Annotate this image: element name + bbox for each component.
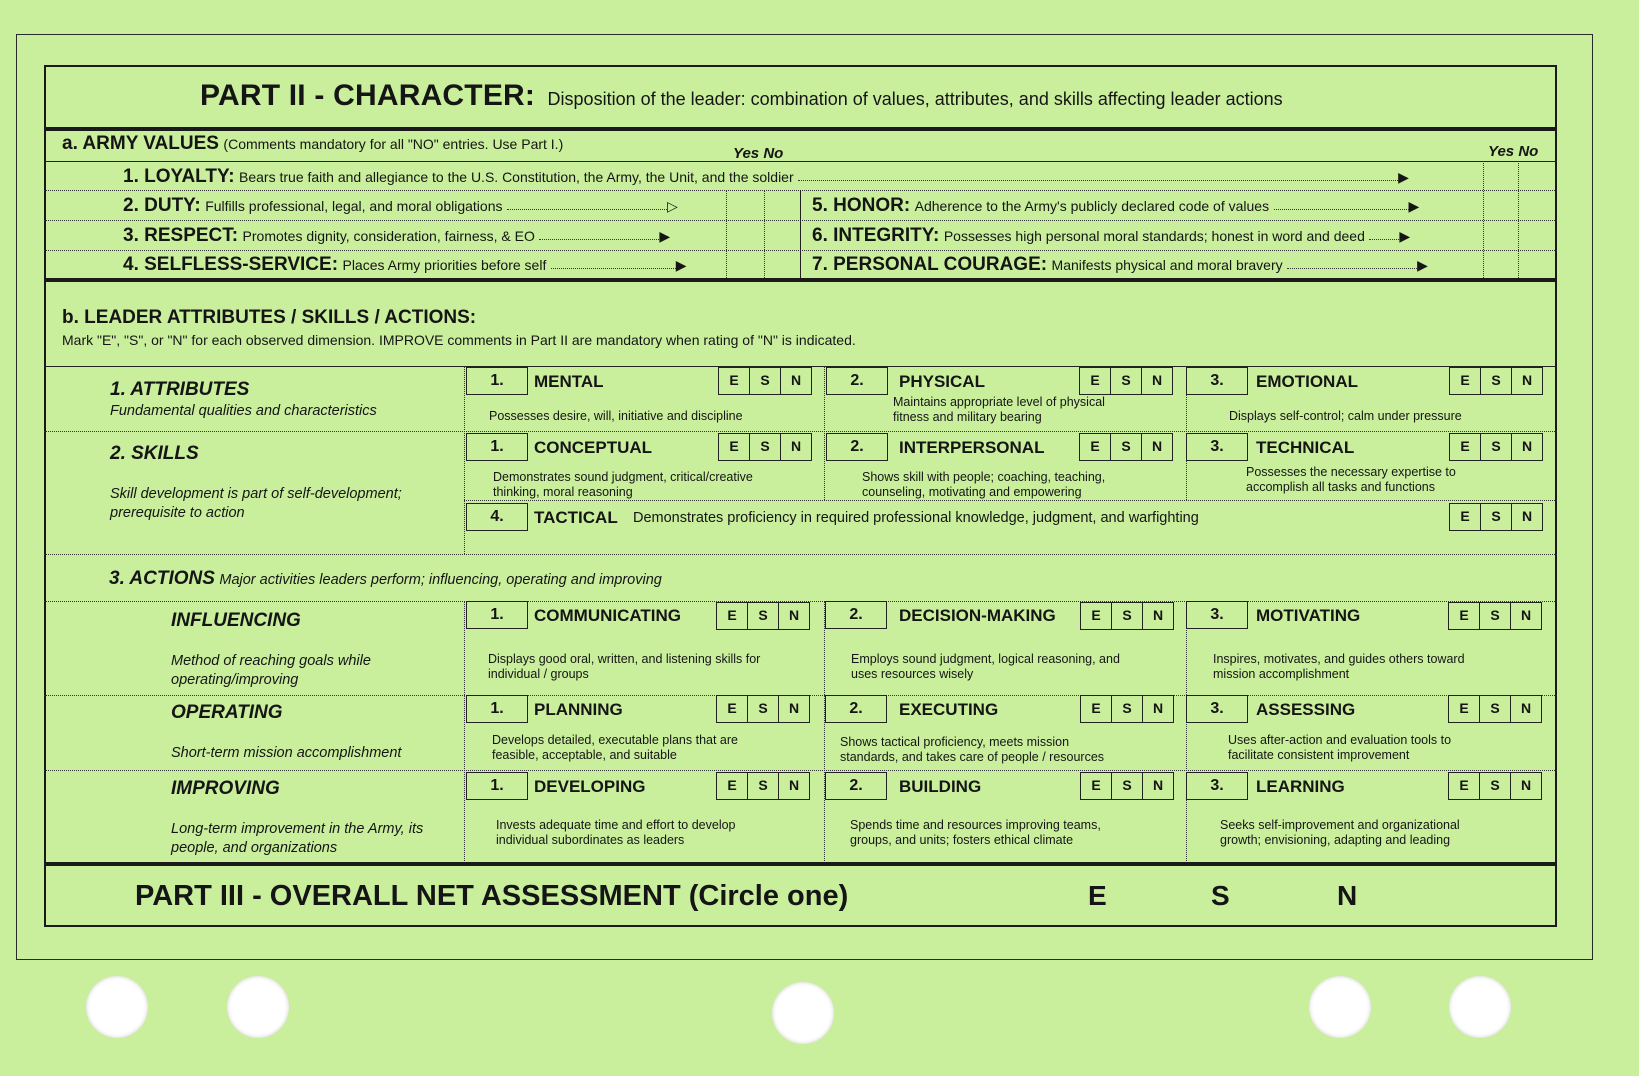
arrow-icon: ▶ — [1399, 228, 1411, 244]
divider — [44, 127, 1557, 131]
skills-title: 2. SKILLS — [110, 443, 199, 464]
row-line — [44, 554, 1557, 555]
arrow-icon: ▶ — [1417, 257, 1428, 273]
army-value-loyalty: 1. LOYALTY: Bears true faith and allegiance to the U.S. Constitution, the Army, the Unit, and the soldier ▶ — [123, 166, 1409, 187]
col-line — [824, 601, 825, 863]
esn-rating[interactable]: E S N — [716, 772, 810, 800]
leader-instruction: Mark "E", "S", or "N" for each observed dimension. IMPROVE comments in Part II are mandatory when rating of "N" is indicated. — [62, 332, 856, 348]
yes-label: Yes — [733, 145, 760, 162]
yes-no-header-left — [733, 145, 783, 162]
army-value-honor: 5. HONOR: Adherence to the Army's publicly declared code of values ▶ — [812, 195, 1420, 216]
actions-title: 3. ACTIONS — [109, 568, 215, 589]
esn-rating[interactable]: E S N — [716, 602, 810, 630]
esn-rating[interactable]: E S N — [1449, 503, 1543, 531]
arrow-icon: ▶ — [1408, 198, 1420, 214]
army-values-heading: a. ARMY VALUES — [62, 133, 219, 154]
no-label: No — [1518, 143, 1539, 160]
army-value-respect: 3. RESPECT: Promotes dignity, consideration, fairness, & EO ▶ — [123, 225, 671, 246]
esn-rating[interactable]: E S N — [716, 695, 810, 723]
esn-rating[interactable]: E S N — [1079, 433, 1173, 461]
yes-label: Yes — [1488, 143, 1515, 160]
part2-header — [200, 79, 1283, 113]
esn-rating[interactable]: E S N — [718, 367, 812, 395]
punch-hole-icon — [227, 976, 289, 1038]
row-line — [44, 431, 1557, 432]
col-line — [726, 190, 727, 278]
arrow-icon: ▶ — [1398, 169, 1409, 185]
influencing-desc: Method of reaching goals while operating/improving — [171, 653, 371, 688]
army-value-integrity: 6. INTEGRITY: Possesses high personal moral standards; honest in word and deed ▶ — [812, 225, 1411, 246]
punch-hole-icon — [86, 976, 148, 1038]
operating-title: OPERATING — [171, 702, 283, 723]
no-label: No — [763, 145, 784, 162]
col-line — [464, 366, 465, 554]
operating-desc: Short-term mission accomplishment — [171, 745, 402, 761]
attributes-desc: Fundamental qualities and characteristics — [110, 403, 377, 419]
part3-title: PART III - OVERALL NET ASSESSMENT (Circle one) — [135, 880, 849, 912]
improving-title: IMPROVING — [171, 778, 280, 799]
arrow-icon: ▷ — [666, 198, 678, 214]
arrow-icon: ▶ — [675, 257, 687, 273]
row-line — [44, 161, 1557, 162]
esn-rating[interactable]: E S N — [1449, 433, 1543, 461]
col-line — [824, 366, 825, 500]
punch-hole-icon — [772, 982, 834, 1044]
row-line — [464, 500, 1557, 501]
divider — [44, 862, 1557, 866]
esn-rating[interactable]: E S N — [718, 433, 812, 461]
attributes-title: 1. ATTRIBUTES — [110, 379, 250, 400]
col-line — [764, 190, 765, 278]
col-line — [1518, 161, 1519, 278]
army-value-duty: 2. DUTY: Fulfills professional, legal, and moral obligations ▷ — [123, 195, 678, 216]
esn-rating[interactable]: E S N — [1449, 367, 1543, 395]
improving-desc: Long-term improvement in the Army, its people, and organizations — [171, 821, 424, 856]
col-line — [800, 190, 801, 278]
punch-hole-icon — [1449, 976, 1511, 1038]
skills-desc: Skill development is part of self-development; prerequisite to action — [110, 486, 402, 521]
col-line — [1186, 601, 1187, 863]
row-line — [44, 770, 1557, 771]
punch-hole-icon — [1309, 976, 1371, 1038]
esn-rating[interactable]: E S N — [1448, 772, 1542, 800]
esn-rating[interactable]: E S N — [1080, 602, 1174, 630]
yes-no-header-right — [1488, 143, 1538, 160]
army-values-header — [62, 133, 563, 155]
esn-rating[interactable]: E S N — [1080, 695, 1174, 723]
col-line — [1483, 161, 1484, 278]
divider — [44, 278, 1557, 282]
influencing-title: INFLUENCING — [171, 610, 301, 631]
army-value-personal-courage: 7. PERSONAL COURAGE: Manifests physical and moral bravery ▶ — [812, 254, 1428, 275]
actions-desc: Major activities leaders perform; influencing, operating and improving — [219, 572, 662, 588]
army-value-selfless-service: 4. SELFLESS-SERVICE: Places Army priorities before self ▶ — [123, 254, 687, 275]
part3-choice-n[interactable]: N — [1337, 880, 1358, 911]
arrow-icon: ▶ — [659, 228, 671, 244]
part2-subtitle: Disposition of the leader: combination of values, attributes, and skills affecting leader actions — [547, 89, 1283, 109]
army-values-note: (Comments mandatory for all "NO" entries. Use Part I.) — [223, 136, 564, 152]
part2-title: PART II - CHARACTER: — [200, 79, 536, 112]
actions-header — [109, 568, 662, 590]
leader-heading: b. LEADER ATTRIBUTES / SKILLS / ACTIONS: — [62, 307, 477, 328]
col-line — [464, 601, 465, 863]
esn-rating[interactable]: E S N — [1079, 367, 1173, 395]
esn-rating[interactable]: E S N — [1448, 602, 1542, 630]
esn-rating[interactable]: E S N — [1448, 695, 1542, 723]
part3-choice-e[interactable]: E — [1088, 880, 1107, 911]
esn-rating[interactable]: E S N — [1080, 772, 1174, 800]
part3-choice-s[interactable]: S — [1211, 880, 1230, 911]
